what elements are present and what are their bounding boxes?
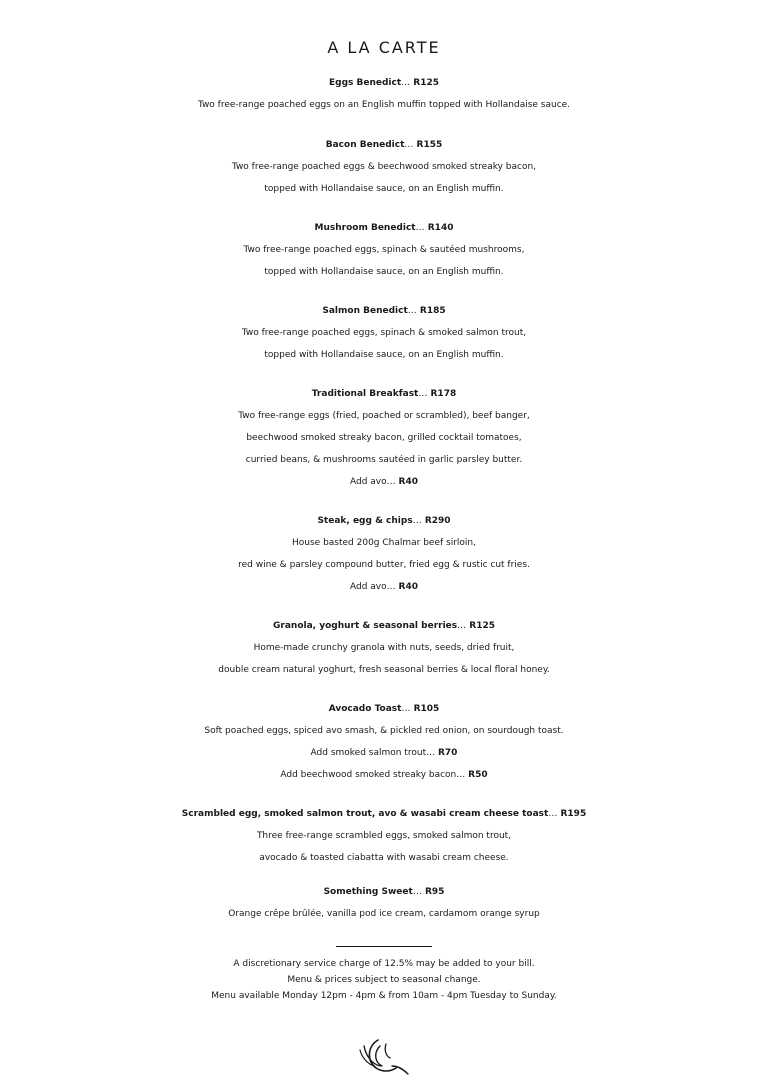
item-name: Steak, egg & chips <box>317 516 413 526</box>
item-description: Soft poached eggs, spiced avo smash, & pickled red onion, on sourdough toast. <box>204 726 564 736</box>
menu-item-mushroom-benedict <box>0 217 768 283</box>
item-description: Home-made crunchy granola with nuts, seeds, dried fruit, <box>253 643 515 653</box>
item-heading <box>0 881 768 903</box>
item-price: R155 <box>416 140 443 150</box>
item-price: R290 <box>424 516 451 526</box>
item-name: Salmon Benedict <box>322 306 408 316</box>
item-heading <box>0 134 768 156</box>
brand-logo-icon <box>356 1036 412 1076</box>
item-description: beechwood smoked streaky bacon, grilled cocktail tomatoes, <box>246 433 522 443</box>
addon-label: Add smoked salmon trout <box>310 748 427 758</box>
item-price: R195 <box>560 809 587 819</box>
menu-item-steak-egg-chips <box>0 510 768 598</box>
item-heading <box>0 383 768 405</box>
item-name: Avocado Toast <box>328 704 402 714</box>
item-description: topped with Hollandaise sauce, on an English muffin. <box>264 267 504 277</box>
footer-divider <box>336 946 432 947</box>
item-dots: … <box>401 704 411 714</box>
menu-item-scrambled-egg-toast <box>0 803 768 869</box>
item-dots: … <box>412 516 422 526</box>
item-price: R125 <box>413 78 440 88</box>
menu-title: A LA CARTE <box>327 38 441 57</box>
item-price: R178 <box>430 389 457 399</box>
item-price: R140 <box>427 223 454 233</box>
addon-dots: … <box>386 477 396 487</box>
addon-label: Add beechwood smoked streaky bacon <box>280 770 457 780</box>
item-heading <box>0 615 768 637</box>
item-description: avocado & toasted ciabatta with wasabi cream cheese. <box>259 853 509 863</box>
item-name: Mushroom Benedict <box>314 223 416 233</box>
item-name: Eggs Benedict <box>328 78 402 88</box>
item-price: R105 <box>413 704 440 714</box>
menu-item-something-sweet <box>0 881 768 925</box>
item-name: Something Sweet <box>323 887 413 897</box>
item-addon <box>0 764 768 786</box>
item-price: R185 <box>419 306 446 316</box>
item-description: topped with Hollandaise sauce, on an English muffin. <box>264 350 504 360</box>
item-description: double cream natural yoghurt, fresh seasonal berries & local floral honey. <box>218 665 550 675</box>
menu-item-eggs-benedict <box>0 72 768 116</box>
menu-item-salmon-benedict <box>0 300 768 366</box>
item-addon <box>0 742 768 764</box>
addon-price: R70 <box>437 748 458 758</box>
item-price: R125 <box>469 621 495 631</box>
addon-dots: … <box>456 770 466 780</box>
item-dots: … <box>407 306 417 316</box>
item-description: Three free-range scrambled eggs, smoked salmon trout, <box>256 831 512 841</box>
addon-dots: … <box>426 748 436 758</box>
item-price: R95 <box>424 887 445 897</box>
item-heading <box>0 510 768 532</box>
menu-item-avocado-toast <box>0 698 768 786</box>
availability-note: Menu available Monday 12pm - 4pm & from 10am - 4pm Tuesday to Sunday. <box>211 991 557 1001</box>
item-addon <box>0 576 768 598</box>
item-dots: … <box>412 887 422 897</box>
addon-label: Add avo <box>350 477 387 487</box>
addon-dots: … <box>386 582 396 592</box>
item-heading <box>0 803 768 825</box>
item-description: Two free-range poached eggs & beechwood smoked streaky bacon, <box>231 162 537 172</box>
item-addon <box>0 471 768 493</box>
item-heading <box>0 300 768 322</box>
item-description: House basted 200g Chalmar beef sirloin, <box>292 538 476 548</box>
item-heading <box>0 217 768 239</box>
item-name: Scrambled egg, smoked salmon trout, avo & wasabi cream cheese toast <box>181 809 549 819</box>
addon-price: R40 <box>398 582 418 592</box>
item-dots: … <box>404 140 414 150</box>
item-dots: … <box>548 809 558 819</box>
item-heading <box>0 698 768 720</box>
item-dots: … <box>418 389 428 399</box>
item-description: Two free-range poached eggs, spinach & smoked salmon trout, <box>241 328 527 338</box>
item-name: Bacon Benedict <box>325 140 405 150</box>
item-description: red wine & parsley compound butter, fried egg & rustic cut fries. <box>238 560 530 570</box>
item-description: topped with Hollandaise sauce, on an English muffin. <box>264 184 504 194</box>
item-description: Orange crêpe brûlée, vanilla pod ice cream, cardamom orange syrup <box>228 909 540 919</box>
item-description: curried beans, & mushrooms sautéed in garlic parsley butter. <box>245 455 523 465</box>
item-description: Two free-range poached eggs on an English muffin topped with Hollandaise sauce. <box>197 100 571 110</box>
item-dots: … <box>415 223 425 233</box>
item-description: Two free-range poached eggs, spinach & sautéed mushrooms, <box>243 245 525 255</box>
addon-price: R50 <box>468 770 488 780</box>
menu-item-bacon-benedict <box>0 134 768 200</box>
item-name: Traditional Breakfast <box>311 389 419 399</box>
item-heading <box>0 72 768 94</box>
item-dots: … <box>457 621 467 631</box>
item-description: Two free-range eggs (fried, poached or scrambled), beef banger, <box>238 411 530 421</box>
menu-item-traditional-breakfast <box>0 383 768 493</box>
addon-label: Add avo <box>350 582 387 592</box>
service-charge-note: A discretionary service charge of 12.5% may be added to your bill. <box>233 959 535 969</box>
item-dots: … <box>401 78 411 88</box>
menu-item-granola <box>0 615 768 681</box>
addon-price: R40 <box>398 477 418 487</box>
item-name: Granola, yoghurt & seasonal berries <box>273 621 458 631</box>
seasonal-change-note: Menu & prices subject to seasonal change. <box>287 975 481 985</box>
footer-notes <box>0 956 768 1004</box>
